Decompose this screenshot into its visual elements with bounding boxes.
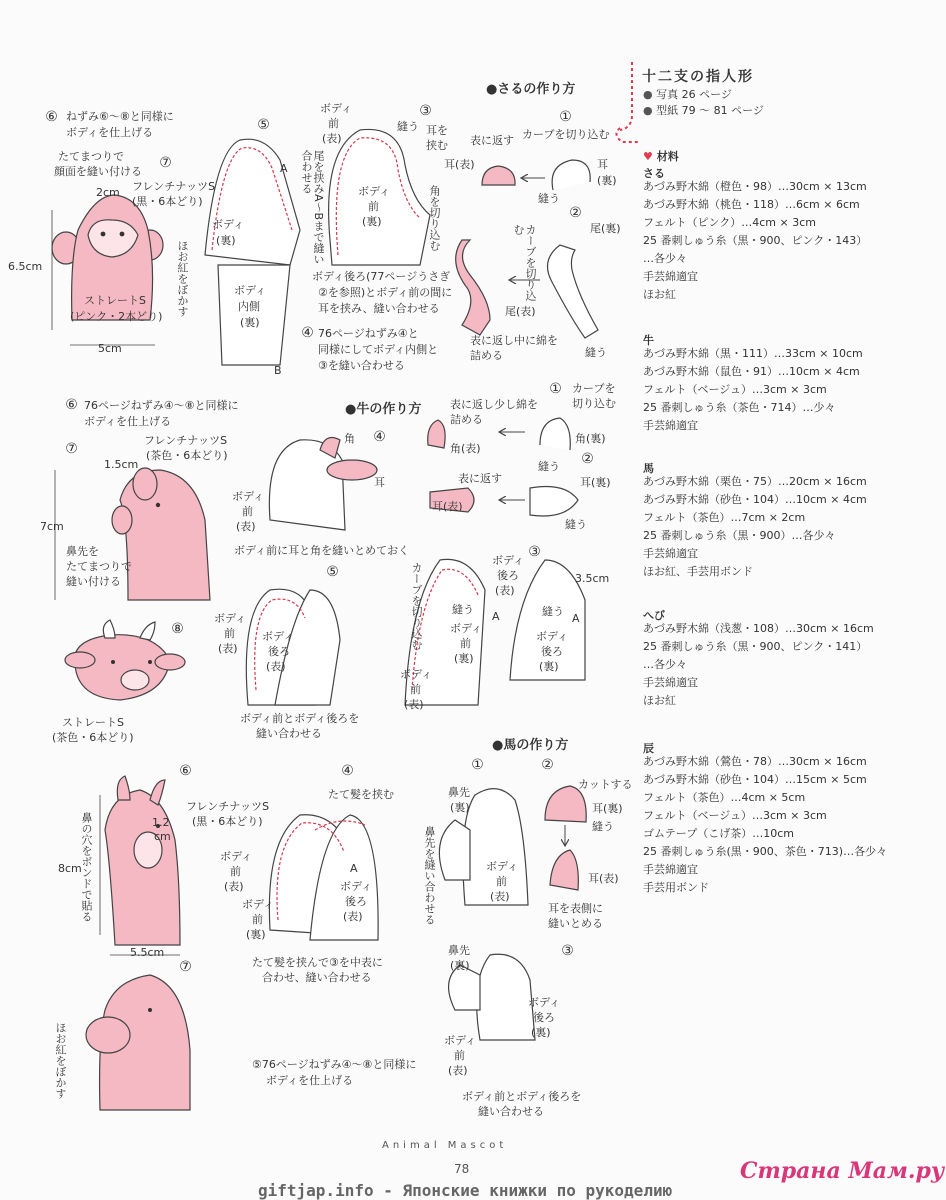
monkey-s4-note1: 76ページねずみ④と xyxy=(318,327,419,340)
monkey-title: ●さるの作り方 xyxy=(486,82,576,97)
ox-s7-nose3: 縫い付ける xyxy=(66,575,121,588)
material-line: あづみ野木綿（橙色・98）…30cm × 13cm xyxy=(643,180,867,193)
horse-s3-back1: ボディ xyxy=(528,996,561,1009)
monkey-s5-inner2: 内側 xyxy=(238,300,260,313)
ox-nose-finished xyxy=(112,506,132,534)
horse-s2-ear-front: 耳(表) xyxy=(588,872,619,885)
monkey-s4-note3: ③を縫い合わせる xyxy=(318,359,405,372)
horse-s3-nose2: (裏) xyxy=(450,959,470,972)
monkey-s1-sew: 縫う xyxy=(538,192,560,205)
monkey-s7-straight1: ストレートS xyxy=(84,294,146,307)
horse-step7-eye xyxy=(148,1008,152,1012)
horse-step1-nose xyxy=(439,820,470,880)
horse-s2-note1: 耳を表側に xyxy=(548,902,603,915)
monkey-s3-note3: 耳を挟み、縫い合わせる xyxy=(318,302,440,315)
material-line: …各少々 xyxy=(643,658,687,671)
ox-s3-front-out1: ボディ xyxy=(400,668,433,681)
horse-s4-front-in2: 前 xyxy=(252,913,263,926)
material-line: ゴムテープ（こげ茶）…10cm xyxy=(643,827,794,840)
monkey-s2-tail-front: 尾(表) xyxy=(505,305,536,318)
horse-s2-sew: 縫う xyxy=(592,820,614,833)
material-line: あづみ野木綿（浅葱・108）…30cm × 16cm xyxy=(643,622,874,635)
monkey-s3-center3: (裏) xyxy=(362,215,382,228)
horse-s6-nostril: 鼻の穴をボンドで貼る xyxy=(80,812,93,922)
material-line: フェルト（茶色）…4cm × 5cm xyxy=(643,791,806,804)
ox-head-eye-left xyxy=(111,660,115,664)
material-line: あづみ野木綿（鼠色・91）…10cm × 4cm xyxy=(643,365,860,378)
monkey-step5-num: ⑤ xyxy=(257,117,270,133)
monkey-s1-ear-back2: (裏) xyxy=(597,174,617,187)
monkey-s3-front1: ボディ xyxy=(320,102,353,115)
material-line: 手芸用ボンド xyxy=(643,881,709,894)
ox-ear-finished xyxy=(133,468,157,500)
monkey-s3-corner: 角を切り込む xyxy=(428,185,441,251)
monkey-step2-num: ② xyxy=(569,205,582,221)
horse-s3-back3: (裏) xyxy=(531,1026,551,1039)
material-line: 手芸綿適宜 xyxy=(643,676,698,689)
ox-s7-height: 7cm xyxy=(40,520,64,533)
ox-s7-french1: フレンチナッツS xyxy=(144,434,228,447)
ox-s4-ear: 耳 xyxy=(374,476,385,489)
ox-s5-back1: ボディ xyxy=(262,630,295,643)
horse-s3-back2: 後ろ xyxy=(533,1011,555,1024)
monkey-step1-num: ① xyxy=(559,109,572,125)
material-line: …各少々 xyxy=(643,252,687,265)
ox-head-ear-right xyxy=(155,654,185,670)
monkey-s7-height: 6.5cm xyxy=(8,260,43,273)
horse-ear-cut xyxy=(550,850,578,890)
horse-s5-note1: ⑤76ページねずみ④～⑧と同様に xyxy=(252,1058,417,1071)
ox-head-eye-right xyxy=(148,660,152,664)
ox-s3-front-out3: (表) xyxy=(404,698,424,711)
ox-s3-back-in2: 後ろ xyxy=(541,645,563,658)
ox-title: ●牛の作り方 xyxy=(345,402,422,417)
monkey-s2-stuff2: 詰める xyxy=(470,349,503,362)
ox-s3-back-top1: ボディ xyxy=(492,554,525,567)
ox-s1-horn-back: 角(裏) xyxy=(575,432,606,445)
material-line: あづみ野木綿（砂色・104）…15cm × 5cm xyxy=(643,773,867,786)
horse-body-finished xyxy=(105,790,180,945)
horse-step6-num: ⑥ xyxy=(179,763,192,779)
monkey-s7-width: 5cm xyxy=(98,342,122,355)
watermark-right: Страна Мам.ру xyxy=(740,1158,945,1184)
monkey-body-inner xyxy=(218,265,290,365)
ox-s2-ear-back: 耳(裏) xyxy=(580,476,611,489)
ox-s3-curve: カーブを切り込む xyxy=(410,562,423,650)
ox-head-nose xyxy=(121,670,149,690)
monkey-s7-straight2: (ピンク・2本どり) xyxy=(70,310,163,323)
ox-s2-ear-front: 耳(表) xyxy=(432,500,463,513)
ox-s2-sew: 縫う xyxy=(565,518,587,531)
monkey-s3-center1: ボディ xyxy=(358,185,391,198)
horse-s3-note1: ボディ前とボディ後ろを xyxy=(462,1090,582,1103)
ox-s5-front3: (表) xyxy=(218,642,238,655)
monkey-s2-tail-back: 尾(裏) xyxy=(590,222,621,235)
ox-ear-pattern xyxy=(530,487,578,517)
monkey-tail-pattern xyxy=(548,245,599,338)
ox-step1-num: ① xyxy=(549,381,562,397)
ox-s3-front-out2: 前 xyxy=(410,683,421,696)
monkey-s1-ear-back: 耳 xyxy=(597,158,608,171)
material-line: ほお紅 xyxy=(643,288,676,301)
material-line: 25 番刺しゅう糸（茶色・714）…少々 xyxy=(643,401,836,414)
ox-s1-sew: 縫う xyxy=(538,460,560,473)
material-line: あづみ野木綿（桃色・118）…6cm × 6cm xyxy=(643,198,860,211)
ox-s3-back-in3: (裏) xyxy=(539,660,559,673)
ox-s6-note1: 76ページねずみ④～⑧と同様に xyxy=(84,399,239,412)
header-pattern: ● 型紙 79 ～ 81 ページ xyxy=(643,104,764,117)
monkey-s7-2cm: 2cm xyxy=(96,186,120,199)
horse-s4-back2: 後ろ xyxy=(345,895,367,908)
ox-s5-back2: 後ろ xyxy=(268,645,290,658)
ox-horn-turned xyxy=(428,420,445,448)
ox-s4-horn: 角 xyxy=(344,432,355,445)
monkey-s3-front2: 前 xyxy=(328,117,339,130)
materials-animal: さる xyxy=(643,167,665,180)
ox-s4-body1: ボディ xyxy=(232,490,265,503)
material-line: 25 番刺しゅう糸（黒・900）…各少々 xyxy=(643,529,836,542)
horse-s4-note2: 合わせ、縫い合わせる xyxy=(262,971,372,984)
horse-s4-front2: 前 xyxy=(230,865,241,878)
ox-s7-15: 1.5cm xyxy=(104,458,139,471)
ox-s3-front1: ボディ xyxy=(450,622,483,635)
horse-s4-back3: (表) xyxy=(343,910,363,923)
ox-s5-back3: (表) xyxy=(266,660,286,673)
horse-step1-num: ① xyxy=(471,757,484,773)
monkey-s3-ear2: 挟む xyxy=(426,139,448,152)
monkey-s3-sew: 縫う xyxy=(397,120,419,133)
ox-s3-a2: A xyxy=(572,612,580,625)
material-line: 手芸綿適宜 xyxy=(643,419,698,432)
monkey-s5-back2: (裏) xyxy=(216,234,236,247)
ox-s7-french2: (茶色・6本どり) xyxy=(146,449,228,462)
ox-head-ear-left xyxy=(65,652,95,668)
ox-s4-note: ボディ前に耳と角を縫いとめておく xyxy=(234,544,410,557)
monkey-s6-note2: ボディを仕上げる xyxy=(66,126,154,139)
monkey-s2-curve: カーブを切り込む xyxy=(512,224,537,301)
monkey-s3-note2: ②を参照)とボディ前の間に xyxy=(318,286,453,299)
monkey-s7-face2: 顔面を縫い付ける xyxy=(54,165,142,178)
monkey-s2-sew: 縫う xyxy=(585,346,607,359)
horse-step7-num: ⑦ xyxy=(179,959,192,975)
ox-ear-sewn xyxy=(327,460,377,480)
horse-step7-snout xyxy=(86,1017,130,1053)
ox-s3-front3: (裏) xyxy=(454,652,474,665)
horse-s1-nose1: 鼻先 xyxy=(448,786,470,799)
material-line: 25 番刺しゅう糸(黒・900、茶色・713)…各少々 xyxy=(643,845,888,858)
horse-s3-nose1: 鼻先 xyxy=(448,944,470,957)
ox-s7-nose2: たてまつりで xyxy=(66,560,132,573)
ox-s4-body3: (表) xyxy=(236,520,256,533)
horse-s3-front3: (表) xyxy=(448,1064,468,1077)
ox-step5-num: ⑤ xyxy=(326,564,339,580)
ox-s3-back-in1: ボディ xyxy=(536,630,569,643)
material-line: フェルト（ベージュ）…3cm × 3cm xyxy=(643,383,827,396)
monkey-ear-pattern xyxy=(552,160,590,190)
ox-s1-horn-front: 角(表) xyxy=(450,442,481,455)
monkey-s3-front3: (表) xyxy=(322,132,342,145)
horse-s4-front-in1: ボディ xyxy=(242,898,275,911)
monkey-ear-turned xyxy=(482,166,515,185)
material-line: あづみ野木綿（栗色・75）…20cm × 16cm xyxy=(643,475,867,488)
monkey-step7-num: ⑦ xyxy=(159,155,172,171)
ox-horn-pattern xyxy=(540,418,570,450)
ox-s3-sew2: 縫う xyxy=(542,605,564,618)
horse-s2-cut: カットする xyxy=(578,778,633,791)
monkey-s3-note1: ボディ後ろ(77ページうさぎ xyxy=(312,270,451,283)
horse-step3-num: ③ xyxy=(561,943,574,959)
ox-s8-straight2: (茶色・6本どり) xyxy=(52,731,134,744)
footer-series: Animal Mascot xyxy=(382,1140,508,1151)
ox-step3-num: ③ xyxy=(528,544,541,560)
horse-s4-front-in3: (裏) xyxy=(246,928,266,941)
monkey-s2-stuff1: 表に返し中に綿を xyxy=(470,334,558,347)
ox-s5-front1: ボディ xyxy=(214,612,247,625)
material-line: 手芸綿適宜 xyxy=(643,547,698,560)
monkey-s5-tail: 尾を挟みA～Bまで縫い合わせる xyxy=(300,150,325,265)
ox-s8-straight1: ストレートS xyxy=(62,716,124,729)
horse-step3-body xyxy=(477,954,535,1040)
material-line: フェルト（ベージュ）…3cm × 3cm xyxy=(643,809,827,822)
horse-s4-front3: (表) xyxy=(224,880,244,893)
monkey-tail-stuffed xyxy=(456,240,490,335)
materials-animal: 牛 xyxy=(643,334,654,347)
monkey-s3-center2: 前 xyxy=(368,200,379,213)
ox-s1-curve1: カーブを xyxy=(572,382,616,395)
materials-animal: へび xyxy=(643,609,665,622)
horse-s3-front2: 前 xyxy=(454,1049,465,1062)
monkey-eye-left xyxy=(101,232,106,237)
ox-s3-front2: 前 xyxy=(460,637,471,650)
monkey-s6-note1: ねずみ⑥～⑧と同様に xyxy=(66,110,174,123)
ox-s7-nose1: 鼻先を xyxy=(66,545,99,558)
monkey-s7-face1: たてまつりで xyxy=(58,150,124,163)
horse-title: ●馬の作り方 xyxy=(492,738,569,753)
materials-animal: 辰 xyxy=(643,742,654,755)
ox-s3-a1: A xyxy=(492,610,500,623)
material-line: ほお紅、手芸用ボンド xyxy=(643,565,753,578)
horse-s6-12a: 1.2 xyxy=(152,816,170,829)
ox-step8-num: ⑧ xyxy=(171,621,184,637)
monkey-s7-cheek: ほお紅をぼかす xyxy=(176,240,189,317)
horse-step2-num: ② xyxy=(541,757,554,773)
monkey-s7-french1: フレンチナッツS xyxy=(132,180,216,193)
horse-s1-body3: (表) xyxy=(490,890,510,903)
horse-s6-french2: (黒・6本どり) xyxy=(192,815,263,828)
horse-s2-note2: 縫いとめる xyxy=(548,917,603,930)
ox-head-horn-left xyxy=(103,620,115,638)
monkey-s1-ear-front: 耳(表) xyxy=(444,158,475,171)
ox-s5-front2: 前 xyxy=(224,627,235,640)
horse-s4-mane: たて髪を挟む xyxy=(328,788,394,801)
monkey-eye-right xyxy=(120,232,125,237)
ox-s5-note2: 縫い合わせる xyxy=(256,727,322,740)
monkey-s3-ear1: 耳を xyxy=(426,124,448,137)
horse-s1-nose-sew: 鼻先を縫い合わせる xyxy=(423,826,436,925)
monkey-s1-turn: 表に返す xyxy=(470,134,514,147)
horse-ear-finished-right xyxy=(150,780,165,805)
horse-s1-nose2: (裏) xyxy=(450,801,470,814)
horse-s4-a: A xyxy=(350,862,358,875)
horse-s6-width: 5.5cm xyxy=(130,946,165,959)
horse-s4-front1: ボディ xyxy=(220,850,253,863)
ox-step7-num: ⑦ xyxy=(65,441,78,457)
horse-s6-height: 8cm xyxy=(58,862,82,875)
ox-step4-num: ④ xyxy=(373,429,386,445)
horse-ear-finished-left xyxy=(117,776,130,800)
monkey-s7-french2: (黒・6本どり) xyxy=(132,195,203,208)
horse-s3-note2: 縫い合わせる xyxy=(478,1105,544,1118)
material-line: 手芸綿適宜 xyxy=(643,270,698,283)
ox-s1-stuff1: 表に返し少し綿を xyxy=(450,398,538,411)
monkey-s1-curve: カーブを切り込む xyxy=(522,128,610,141)
ox-step2-num: ② xyxy=(581,451,594,467)
ox-s6-note2: ボディを仕上げる xyxy=(84,415,172,428)
materials-animal: 馬 xyxy=(643,462,654,475)
monkey-s4-note2: 同様にしてボディ内側と xyxy=(318,343,439,356)
material-line: あづみ野木綿（黒・111）…33cm × 10cm xyxy=(643,347,863,360)
ox-s3-back-top3: (表) xyxy=(495,584,515,597)
monkey-s5-b: B xyxy=(274,364,282,377)
ox-s3-sew1: 縫う xyxy=(452,603,474,616)
footer-page: 78 xyxy=(454,1162,470,1176)
horse-s1-body1: ボディ xyxy=(486,860,519,873)
horse-s6-french1: フレンチナッツS xyxy=(186,800,270,813)
ox-head-finished xyxy=(74,635,170,700)
monkey-step6-num: ⑥ xyxy=(45,109,58,125)
monkey-step4-num: ④ xyxy=(301,325,314,341)
horse-s6-12b: cm xyxy=(154,830,171,843)
horse-s4-note1: たて髪を挟んで③を中表に xyxy=(252,956,383,969)
horse-s2-ear-back: 耳(裏) xyxy=(592,802,623,815)
monkey-s5-inner3: (裏) xyxy=(240,316,260,329)
material-line: 手芸綿適宜 xyxy=(643,863,698,876)
material-line: フェルト（ピンク）…4cm × 3cm xyxy=(643,216,816,229)
monkey-step3-num: ③ xyxy=(419,103,432,119)
ox-s1-stuff2: 詰める xyxy=(450,413,483,426)
material-line: 25 番刺しゅう糸（黒・900、ピンク・143） xyxy=(643,234,868,247)
horse-s5-note2: ボディを仕上げる xyxy=(266,1074,354,1087)
horse-s3-front1: ボディ xyxy=(444,1034,477,1047)
horse-step4-num: ④ xyxy=(341,763,354,779)
ox-s4-body2: 前 xyxy=(242,505,253,518)
material-line: あづみ野木綿（鶯色・78）…30cm × 16cm xyxy=(643,755,867,768)
monkey-s5-a: A xyxy=(280,162,288,175)
header-title: 十二支の指人形 xyxy=(642,69,754,85)
monkey-s5-inner1: ボディ xyxy=(234,284,267,297)
ox-s1-curve2: 切り込む xyxy=(572,397,616,410)
materials-heading: ♥ 材料 xyxy=(643,150,679,163)
ox-s2-turn: 表に返す xyxy=(458,472,502,485)
horse-s1-body2: 前 xyxy=(496,875,507,888)
material-line: ほお紅 xyxy=(643,694,676,707)
material-line: 25 番刺しゅう糸（黒・900、ピンク・141） xyxy=(643,640,868,653)
ox-step6-num: ⑥ xyxy=(65,397,78,413)
material-line: フェルト（茶色）…7cm × 2cm xyxy=(643,511,806,524)
material-line: あづみ野木綿（砂色・104）…10cm × 4cm xyxy=(643,493,867,506)
monkey-s5-back1: ボディ xyxy=(212,218,245,231)
ox-s5-note1: ボディ前とボディ後ろを xyxy=(240,712,360,725)
header-photo: ● 写真 26 ページ xyxy=(643,88,732,101)
ox-head-horn-right xyxy=(140,622,155,640)
watermark-left: giftjap.info - Японские книжки по рукоделию xyxy=(258,1181,673,1200)
horse-s7-cheek: ほお紅をぼかす xyxy=(54,1022,67,1099)
ox-s3-back-top2: 後ろ xyxy=(497,569,519,582)
ox-s3-35: 3.5cm xyxy=(575,572,610,585)
horse-s4-back1: ボディ xyxy=(340,880,373,893)
ox-eye-finished xyxy=(156,503,160,507)
